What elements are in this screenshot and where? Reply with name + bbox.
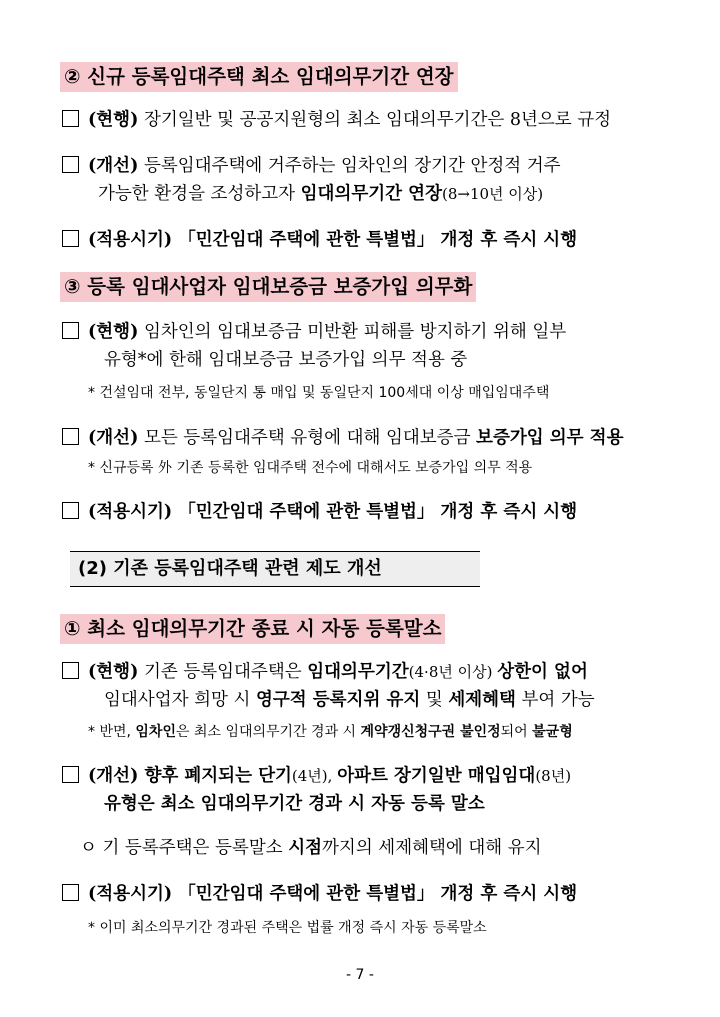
checkbox-icon [62, 662, 79, 679]
note-1-1: * 반면, 임차인은 최소 임대의무기간 경과 시 계약갱신청구권 불인정되어 불균형 [88, 724, 573, 740]
sub-item-1: ㅇ 기 등록주택은 등록말소 시점까지의 세제혜택에 대해 유지 [80, 838, 542, 858]
item-timing-2: (적용시기) 「민간임대 주택에 관한 특별법」 개정 후 즉시 시행 [62, 226, 577, 254]
section-heading-2: ② 신규 등록임대주택 최소 임대의무기간 연장 [60, 62, 458, 92]
item-current-1: (현행) 기존 등록임대주택은 임대의무기간(4·8년 이상) 상한이 없어 [62, 658, 588, 686]
section-heading-1: ① 최소 임대의무기간 종료 시 자동 등록말소 [60, 614, 445, 644]
checkbox-icon [62, 156, 79, 173]
note-3-2: * 신규등록 外 기존 등록한 임대주택 전수에 대해서도 보증가입 의무 적용 [88, 460, 533, 476]
item-timing-3: (적용시기) 「민간임대 주택에 관한 특별법」 개정 후 즉시 시행 [62, 498, 577, 526]
item-improve-2: (개선) 등록임대주택에 거주하는 임차인의 장기간 안정적 거주 [62, 152, 561, 180]
note-3-1: * 건설임대 전부, 동일단지 통 매입 및 동일단지 100세대 이상 매입임대주택 [88, 385, 550, 401]
page-number: - 7 - [346, 967, 374, 983]
note-1-2: * 이미 최소의무기간 경과된 주택은 법률 개정 즉시 자동 등록말소 [88, 920, 487, 936]
item-current-3-cont: 유형*에 한해 임대보증금 보증가입 의무 적용 중 [104, 350, 468, 370]
item-improve-1: (개선) 향후 폐지되는 단기(4년), 아파트 장기일반 매입임대(8년) [62, 762, 571, 790]
checkbox-icon [62, 766, 79, 783]
item-current-3: (현행) 임차인의 임대보증금 미반환 피해를 방지하기 위해 일부 [62, 318, 566, 346]
checkbox-icon [62, 230, 79, 247]
item-current-1-cont: 임대사업자 희망 시 영구적 등록지위 유지 및 세제혜택 부여 가능 [104, 690, 595, 710]
item-improve-2-cont: 가능한 환경을 조성하고자 임대의무기간 연장(8→10년 이상) [98, 184, 544, 204]
item-timing-1: (적용시기) 「민간임대 주택에 관한 특별법」 개정 후 즉시 시행 [62, 880, 577, 908]
checkbox-icon [62, 428, 79, 445]
checkbox-icon [62, 502, 79, 519]
part-title: (2) 기존 등록임대주택 관련 제도 개선 [70, 551, 480, 587]
item-improve-1-cont: 유형은 최소 임대의무기간 경과 시 자동 등록 말소 [104, 794, 485, 814]
item-improve-3: (개선) 모든 등록임대주택 유형에 대해 임대보증금 보증가입 의무 적용 [62, 424, 623, 452]
section-heading-3: ③ 등록 임대사업자 임대보증금 보증가입 의무화 [60, 272, 476, 302]
checkbox-icon [62, 110, 79, 127]
checkbox-icon [62, 884, 79, 901]
checkbox-icon [62, 322, 79, 339]
item-current-2: (현행) 장기일반 및 공공지원형의 최소 임대의무기간은 8년으로 규정 [62, 106, 611, 134]
